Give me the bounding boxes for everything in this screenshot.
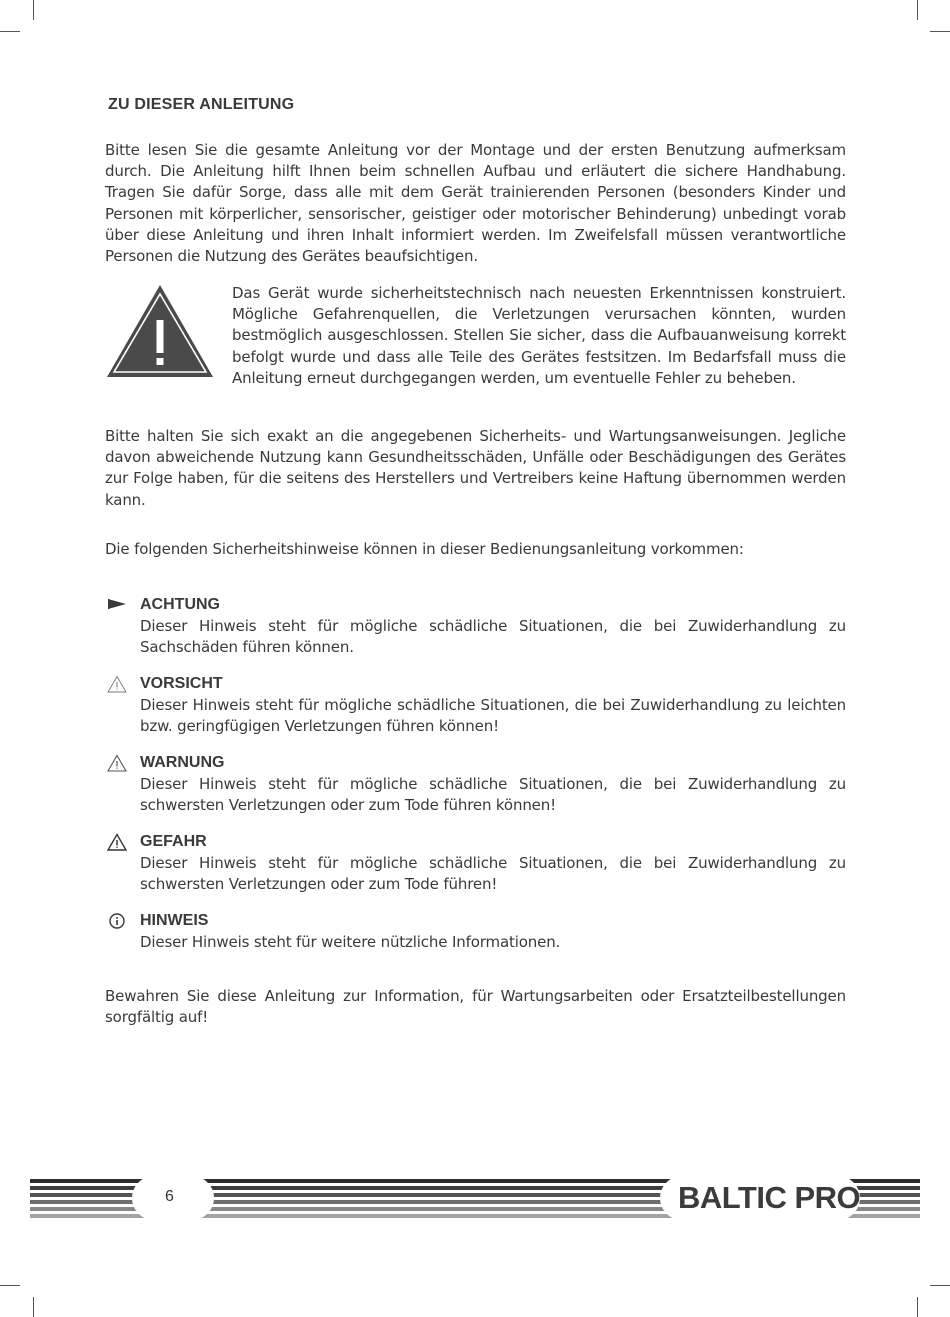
info-circle-icon — [107, 912, 127, 930]
closing-paragraph — [105, 986, 846, 1028]
crop-mark — [33, 0, 34, 20]
notice-title: HINWEIS — [140, 912, 209, 929]
notice-text: Dieser Hinweis steht für mögliche schädliche Situationen, die bei Zuwiderhandlung zu leichten bzw. geringfügigen Verletzungen führen können! — [140, 696, 846, 736]
safety-warning-box — [105, 283, 846, 403]
safety-instructions-paragraph — [105, 426, 846, 511]
notice-vorsicht — [105, 673, 846, 735]
arrow-flag-icon — [107, 596, 127, 614]
notice-body — [140, 695, 846, 737]
notice-title: WARNUNG — [140, 754, 225, 771]
crop-mark — [930, 1285, 950, 1286]
warning-text-block — [232, 283, 846, 389]
notice-achtung — [105, 594, 846, 656]
crop-mark — [0, 1285, 20, 1286]
danger-triangle-icon — [107, 833, 127, 851]
notice-hinweis — [105, 910, 846, 954]
crop-mark — [917, 0, 918, 20]
paragraph-2-text: Bitte halten Sie sich exakt an die angegebenen Sicherheits- und Wartungsanweisungen. Jegliche davon abweichende Nutzung kann Gesundheitsschäden, Unfälle oder Beschädigungen des Gerätes zur Folge haben, für die seitens des Herstellers und Vertreibers keine Haftung übernommen werden kann. — [105, 427, 846, 509]
page-footer — [0, 1170, 950, 1230]
notice-text: Dieser Hinweis steht für weitere nützliche Informationen. — [140, 933, 561, 951]
notice-gefahr — [105, 831, 846, 893]
crop-mark — [917, 1297, 918, 1317]
notice-text: Dieser Hinweis steht für mögliche schädliche Situationen, die bei Zuwiderhandlung zu schwersten Verletzungen oder zum Tode führen! — [140, 854, 846, 894]
outro-text: Bewahren Sie diese Anleitung zur Information, für Wartungsarbeiten oder Ersatzteilbestellungen sorgfältig auf! — [105, 987, 846, 1027]
notice-body — [140, 774, 846, 816]
notice-body — [140, 853, 846, 895]
notice-title: GEFAHR — [140, 833, 207, 850]
warning-text: Das Gerät wurde sicherheitstechnisch nach neuesten Erkenntnissen konstruiert. Mögliche Gefahrenquellen, die Verletzungen verursachen könnten, wurden bestmöglich ausgeschlossen. Stellen Sie sicher, dass die Aufbauanweisung korrekt befolgt wurde und dass alle Teile des Gerätes festsitzen. Im Bedarfsfall muss die Anleitung erneut durchgegangen werden, um eventuelle Fehler zu beheben. — [232, 284, 846, 387]
caution-triangle-light-icon — [107, 675, 127, 693]
notice-title: VORSICHT — [140, 675, 223, 692]
notice-title: ACHTUNG — [140, 596, 220, 613]
section-title: ZU DIESER ANLEITUNG — [108, 96, 295, 113]
notice-text: Dieser Hinweis steht für mögliche schädliche Situationen, die bei Zuwiderhandlung zu schwersten Verletzungen oder zum Tode führen können! — [140, 775, 846, 815]
brand-logo: BALTIC PRO — [678, 1180, 861, 1215]
intro-paragraph — [105, 140, 846, 267]
notice-body — [140, 932, 846, 953]
page-body — [105, 96, 846, 1027]
crop-mark — [930, 31, 950, 32]
paragraph-3-text: Die folgenden Sicherheitshinweise können in dieser Bedienungsanleitung vorkommen: — [105, 540, 744, 558]
crop-mark — [0, 31, 20, 32]
notice-warnung — [105, 752, 846, 814]
notice-body — [140, 616, 846, 658]
notice-intro-paragraph — [105, 539, 846, 560]
intro-text: Bitte lesen Sie die gesamte Anleitung vor der Montage und der ersten Benutzung aufmerksam durch. Die Anleitung hilft Ihnen beim schnellen Aufbau und erläutert die sichere Handhabung. Tragen Sie dafür Sorge, dass alle mit dem Gerät trainierenden Personen (besonders Kinder und Personen mit körperlicher, sensorischer, geistiger oder motorischer Behinderung) unbedingt vorab über diese Anleitung und ihren Inhalt informiert werden. Im Zweifelsfall müssen verantwortliche Personen die Nutzung des Gerätes beaufsichtigen. — [105, 141, 846, 266]
caution-triangle-icon — [107, 754, 127, 772]
warning-triangle-icon — [105, 283, 215, 379]
page-number: 6 — [165, 1188, 174, 1205]
notice-text: Dieser Hinweis steht für mögliche schädliche Situationen, die bei Zuwiderhandlung zu Sachschäden führen können. — [140, 617, 846, 657]
crop-mark — [33, 1297, 34, 1317]
